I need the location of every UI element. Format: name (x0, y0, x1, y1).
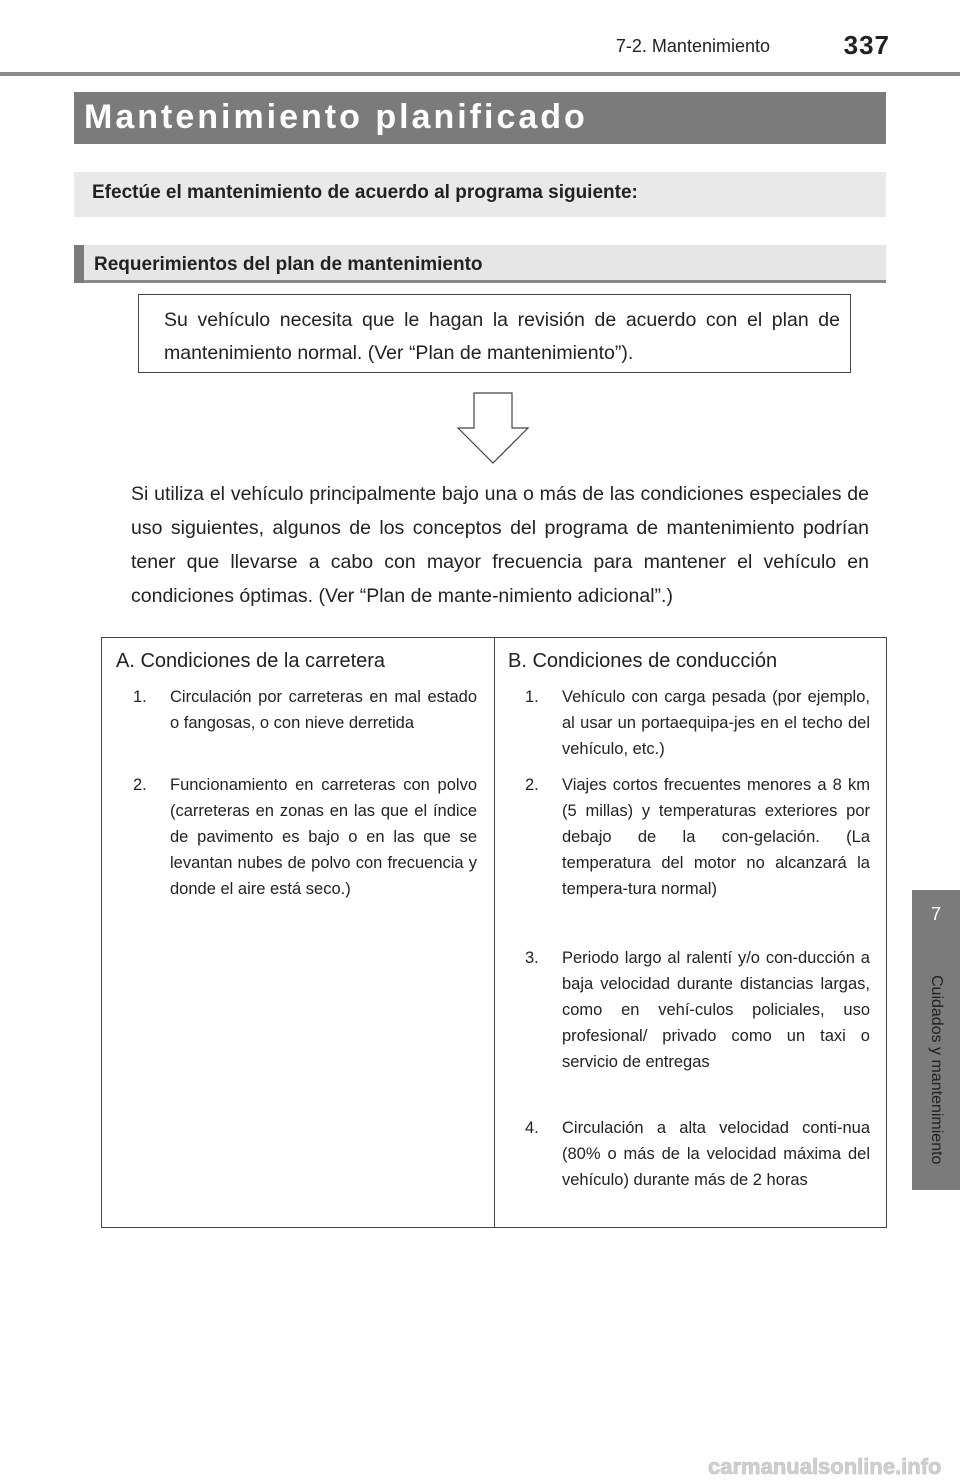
list-item (525, 945, 870, 1109)
item-number: 1. (133, 688, 147, 706)
conditions-divider (494, 637, 495, 1228)
item-number: 3. (525, 949, 539, 967)
list-item (133, 772, 477, 932)
item-text: Periodo largo al ralentí y/o con-ducción a baja velocidad durante distancias largas, como en vehí-culos policiales, uso profesional/ privado como un taxi o servicio de entregas (562, 949, 870, 1071)
item-number: 2. (133, 776, 147, 794)
road-conditions-heading: A. Condiciones de la carretera (116, 650, 386, 672)
down-arrow-icon (456, 392, 530, 464)
list-item (525, 684, 870, 764)
item-number: 4. (525, 1119, 539, 1137)
header-rule (0, 72, 960, 76)
conditions-paragraph: Si utiliza el vehículo principalmente bajo una o más de las condiciones especiales de uso siguientes, algunos de los conceptos del programa de mantenimiento podrían tener que llevarse a cabo con mayor frecuencia para mantener el vehículo en condiciones óptimas. (Ver “Plan de mante-nimiento adicional”.) (131, 483, 869, 607)
item-text: Circulación por carreteras en mal estado o fangosas, o con nieve derretida (170, 688, 477, 732)
chapter-title-container (913, 955, 959, 1185)
list-item (133, 684, 477, 764)
driving-conditions-heading: B. Condiciones de conducción (508, 650, 778, 672)
svg-text:carmanualsonline.info: carmanualsonline.info (708, 1454, 942, 1479)
list-item (525, 772, 870, 936)
requirement-text: Su vehículo necesita que le hagan la revisión de acuerdo con el plan de mantenimiento normal. (Ver “Plan de mantenimiento”). (164, 309, 840, 364)
chapter-title: Cuidados y mantenimiento (928, 975, 945, 1165)
page-number: 337 (843, 30, 890, 60)
intro-text: Efectúe el mantenimiento de acuerdo al programa siguiente: (92, 182, 638, 203)
list-item (525, 1115, 870, 1225)
item-text: Circulación a alta velocidad conti-nua (80% o más de la velocidad máxima del vehículo) durante más de 2 horas (562, 1119, 870, 1189)
item-number: 1. (525, 688, 539, 706)
chapter-number: 7 (930, 904, 941, 924)
subheading-text: Requerimientos del plan de mantenimiento (94, 254, 483, 275)
item-text: Funcionamiento en carreteras con polvo (carreteras en zonas en las que el índice de pavimento es bajo o en las que se levantan nubes de polvo con frecuencia y donde el aire está seco.) (170, 776, 477, 898)
page-title: Mantenimiento planificado (84, 98, 588, 136)
section-header: 7-2. Mantenimiento (615, 36, 770, 56)
watermark-logo (700, 1448, 960, 1484)
item-text: Viajes cortos frecuentes menores a 8 km (5 millas) y temperaturas exteriores por debajo de la con-gelación. (La temperatura del motor no alcanzará la tempera-tura normal) (562, 776, 870, 898)
subheading-marker (74, 245, 84, 283)
item-text: Vehículo con carga pesada (por ejemplo, al usar un portaequipa-jes en el techo del vehículo, etc.) (562, 688, 870, 758)
item-number: 2. (525, 776, 539, 794)
